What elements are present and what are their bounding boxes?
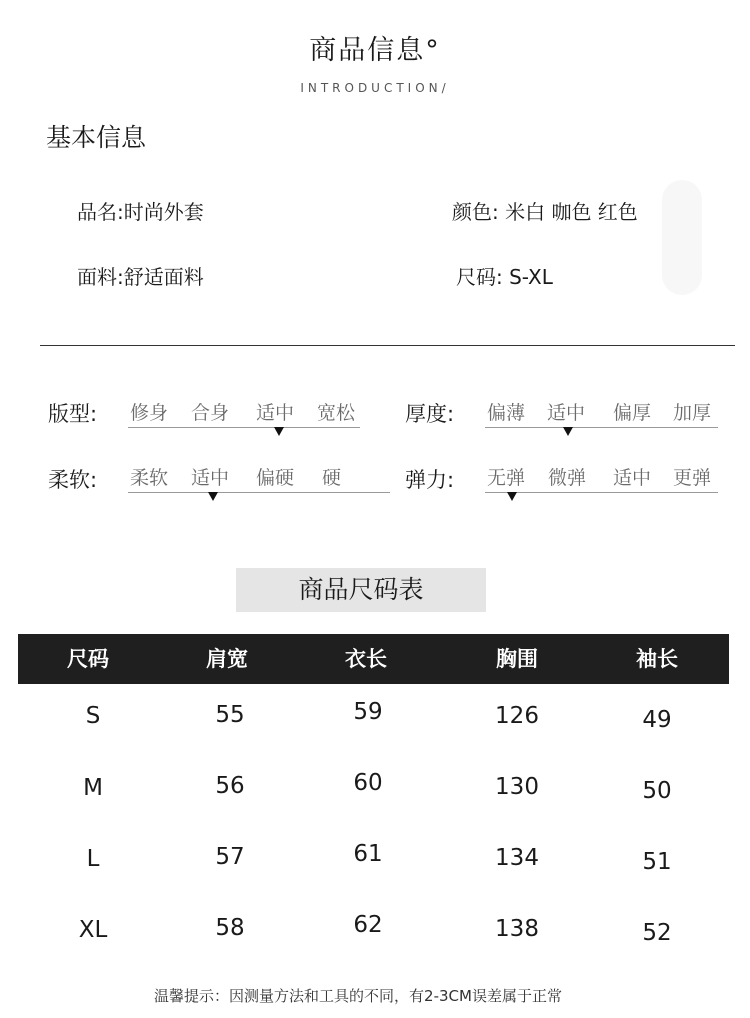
scale-line <box>485 427 718 428</box>
table-cell: 56 <box>215 773 245 799</box>
scale-line <box>128 427 360 428</box>
attr-label-softness: 柔软: <box>48 468 98 492</box>
table-header-cell: 袖长 <box>636 647 678 671</box>
selected-marker-icon <box>563 427 573 436</box>
attr-scale-thickness <box>485 398 718 428</box>
attr-option: 宽松 <box>317 402 356 424</box>
table-cell: 126 <box>495 703 539 729</box>
attr-option: 适中 <box>256 402 295 424</box>
attr-option: 加厚 <box>673 402 712 424</box>
table-cell: 52 <box>642 920 672 946</box>
table-cell: 58 <box>215 915 245 941</box>
attr-scale-fit <box>128 398 360 428</box>
table-cell: 51 <box>642 849 672 875</box>
attr-option: 更弹 <box>673 467 712 489</box>
selected-marker-icon <box>274 427 284 436</box>
product-fabric: 面料:舒适面料 <box>77 265 204 289</box>
size-table-header <box>18 634 729 684</box>
scale-line <box>485 492 718 493</box>
attr-option: 修身 <box>130 402 169 424</box>
attr-option: 适中 <box>191 467 230 489</box>
table-header-cell: 肩宽 <box>206 647 248 671</box>
attr-label-elasticity: 弹力: <box>405 468 455 492</box>
table-cell: 138 <box>495 916 539 942</box>
attr-scale-elasticity <box>485 463 718 493</box>
attr-scale-softness <box>128 463 390 493</box>
table-cell: 50 <box>642 778 672 804</box>
page-subtitle: INTRODUCTION/ <box>300 81 450 95</box>
background-smudge <box>662 180 702 295</box>
table-cell: M <box>83 775 103 801</box>
attr-option: 适中 <box>613 467 652 489</box>
table-cell: 57 <box>215 844 245 870</box>
scale-line <box>128 492 390 493</box>
table-header-cell: 胸围 <box>496 647 538 671</box>
selected-marker-icon <box>208 492 218 501</box>
attr-option: 偏厚 <box>613 402 652 424</box>
attr-option: 柔软 <box>130 467 169 489</box>
attr-option: 合身 <box>191 402 230 424</box>
table-cell: 49 <box>642 707 672 733</box>
table-cell: L <box>86 846 100 872</box>
section-divider <box>40 345 735 346</box>
attr-option: 无弹 <box>487 467 526 489</box>
measurement-note: 温馨提示：因测量方法和工具的不同，有2-3CM误差属于正常 <box>154 987 562 1005</box>
table-header-cell: 尺码 <box>67 647 109 671</box>
attr-option: 硬 <box>322 467 342 489</box>
product-colors: 颜色: 米白 咖色 红色 <box>452 200 638 224</box>
attr-label-fit: 版型: <box>48 402 98 426</box>
attr-option: 偏硬 <box>256 467 295 489</box>
attr-label-thickness: 厚度: <box>405 402 455 426</box>
attr-option: 适中 <box>547 402 586 424</box>
product-name: 品名:时尚外套 <box>77 200 204 224</box>
size-table-title: 商品尺码表 <box>236 568 486 612</box>
table-cell: XL <box>78 917 108 943</box>
table-cell: 59 <box>353 699 383 725</box>
attr-option: 偏薄 <box>487 402 526 424</box>
table-cell: 134 <box>495 845 539 871</box>
table-cell: 60 <box>353 770 383 796</box>
page-title: 商品信息° <box>309 35 441 66</box>
attr-option: 微弹 <box>548 467 587 489</box>
table-header-cell: 衣长 <box>345 647 387 671</box>
selected-marker-icon <box>507 492 517 501</box>
basic-info-heading: 基本信息 <box>46 123 147 152</box>
table-cell: 62 <box>353 912 383 938</box>
table-cell: S <box>85 703 101 729</box>
table-cell: 55 <box>215 702 245 728</box>
table-cell: 61 <box>353 841 383 867</box>
table-cell: 130 <box>495 774 539 800</box>
product-size-range: 尺码: S-XL <box>456 265 553 289</box>
